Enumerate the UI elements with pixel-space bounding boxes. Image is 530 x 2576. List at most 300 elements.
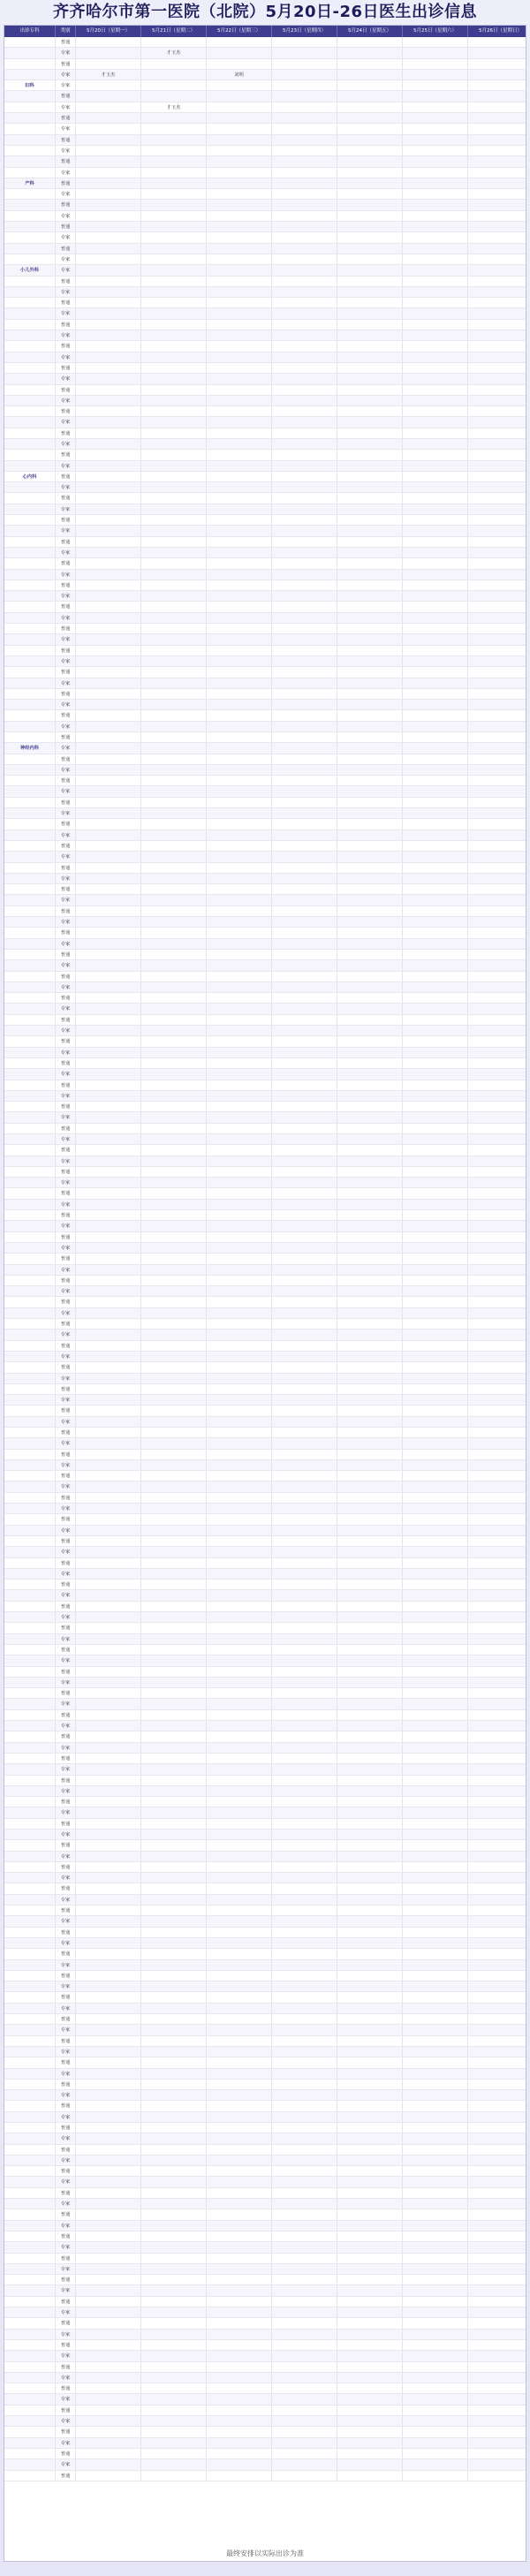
dept-cell xyxy=(4,1547,56,1557)
doctor-cell xyxy=(403,1004,468,1013)
doctor-cell xyxy=(468,1341,526,1351)
doctor-cell xyxy=(141,2231,207,2241)
table-row xyxy=(4,722,526,732)
doctor-cell xyxy=(207,113,272,123)
dept-cell xyxy=(4,1526,56,1535)
doctor-cell xyxy=(141,1688,207,1698)
doctor-cell xyxy=(272,2004,337,2013)
doctor-cell xyxy=(272,1710,337,1720)
dept-cell xyxy=(4,374,56,383)
doctor-cell xyxy=(207,385,272,395)
doctor-cell xyxy=(272,776,337,785)
type-cell: 专家 xyxy=(56,146,76,155)
doctor-cell xyxy=(337,2025,403,2034)
table-row xyxy=(4,993,526,1004)
doctor-cell xyxy=(207,2047,272,2057)
doctor-cell xyxy=(272,646,337,655)
dept-cell xyxy=(4,102,56,112)
doctor-cell xyxy=(337,396,403,405)
doctor-cell xyxy=(76,1481,141,1491)
doctor-cell xyxy=(141,1004,207,1013)
doctor-cell xyxy=(403,1883,468,1893)
table-row xyxy=(4,1004,526,1014)
dept-cell xyxy=(4,1405,56,1415)
type-cell: 专家 xyxy=(56,2394,76,2404)
doctor-cell xyxy=(468,1134,526,1144)
doctor-cell xyxy=(141,156,207,166)
type-cell: 专家 xyxy=(56,722,76,731)
doctor-cell xyxy=(272,754,337,764)
doctor-cell xyxy=(141,1916,207,1926)
type-cell: 专家 xyxy=(56,1721,76,1731)
doctor-cell xyxy=(76,863,141,873)
doctor-cell xyxy=(403,972,468,981)
doctor-cell xyxy=(76,2221,141,2231)
doctor-cell xyxy=(272,1405,337,1415)
doctor-cell xyxy=(272,1036,337,1046)
doctor-cell xyxy=(403,776,468,785)
doctor-cell xyxy=(207,2221,272,2231)
type-cell: 普通 xyxy=(56,298,76,307)
doctor-cell xyxy=(76,1069,141,1079)
doctor-cell xyxy=(468,722,526,731)
doctor-cell xyxy=(76,2004,141,2013)
table-row xyxy=(4,1786,526,1797)
table-row xyxy=(4,2057,526,2068)
doctor-cell xyxy=(207,1134,272,1144)
doctor-cell xyxy=(468,2209,526,2219)
doctor-cell xyxy=(76,80,141,90)
doctor-cell xyxy=(141,2080,207,2089)
dept-cell xyxy=(4,482,56,492)
doctor-cell xyxy=(403,482,468,492)
doctor-cell xyxy=(207,656,272,666)
doctor-cell xyxy=(141,428,207,438)
doctor-cell xyxy=(337,591,403,601)
doctor-cell xyxy=(141,2057,207,2067)
table-row xyxy=(4,646,526,656)
doctor-cell xyxy=(76,1080,141,1090)
type-cell: 普通 xyxy=(56,1667,76,1677)
doctor-cell xyxy=(468,1981,526,1991)
dept-cell xyxy=(4,1124,56,1133)
doctor-cell xyxy=(272,722,337,731)
table-row xyxy=(4,2307,526,2318)
doctor-cell xyxy=(468,70,526,80)
doctor-cell xyxy=(207,700,272,709)
type-cell: 专家 xyxy=(56,2307,76,2317)
doctor-cell xyxy=(76,1699,141,1708)
doctor-cell xyxy=(207,1873,272,1883)
dept-cell xyxy=(4,330,56,340)
doctor-cell xyxy=(207,1243,272,1253)
doctor-cell xyxy=(337,2318,403,2328)
doctor-cell xyxy=(403,178,468,188)
dept-cell xyxy=(4,504,56,514)
doctor-cell xyxy=(141,1036,207,1046)
doctor-cell xyxy=(468,2427,526,2436)
doctor-cell xyxy=(272,2438,337,2448)
dept-cell xyxy=(4,2242,56,2252)
type-cell: 专家 xyxy=(56,2330,76,2339)
doctor-cell xyxy=(141,1764,207,1774)
doctor-cell xyxy=(207,667,272,677)
table-row xyxy=(4,1374,526,1384)
dept-cell xyxy=(4,2231,56,2241)
doctor-cell xyxy=(272,1026,337,1035)
type-cell: 普通 xyxy=(56,1036,76,1046)
table-row xyxy=(4,678,526,689)
doctor-cell xyxy=(141,765,207,775)
type-cell: 专家 xyxy=(56,852,76,861)
doctor-cell xyxy=(468,385,526,395)
doctor-cell xyxy=(76,1460,141,1470)
dept-cell xyxy=(4,1819,56,1829)
doctor-cell xyxy=(141,776,207,785)
doctor-cell xyxy=(141,1731,207,1741)
doctor-cell xyxy=(76,1612,141,1622)
table-row xyxy=(4,298,526,308)
doctor-cell xyxy=(76,548,141,557)
doctor-cell xyxy=(76,1493,141,1503)
type-cell: 专家 xyxy=(56,1590,76,1600)
type-cell: 专家 xyxy=(56,1221,76,1231)
table-row xyxy=(4,1167,526,1178)
doctor-cell xyxy=(337,1895,403,1905)
doctor-cell xyxy=(272,570,337,580)
doctor-cell xyxy=(207,2318,272,2328)
dept-cell xyxy=(4,428,56,438)
type-cell: 专家 xyxy=(56,2416,76,2426)
doctor-cell xyxy=(76,1330,141,1339)
doctor-cell xyxy=(76,1254,141,1263)
table-row xyxy=(4,385,526,396)
doctor-cell xyxy=(403,493,468,503)
dept-cell xyxy=(4,1200,56,1209)
type-cell: 普通 xyxy=(56,515,76,525)
table-row xyxy=(4,2449,526,2459)
doctor-cell xyxy=(76,2166,141,2176)
doctor-cell xyxy=(207,548,272,557)
doctor-cell xyxy=(468,1819,526,1829)
table-row xyxy=(4,1526,526,1536)
doctor-cell xyxy=(468,2090,526,2100)
doctor-cell xyxy=(272,146,337,155)
doctor-cell xyxy=(403,146,468,155)
doctor-cell xyxy=(403,244,468,254)
doctor-cell xyxy=(141,70,207,80)
doctor-cell xyxy=(141,222,207,231)
type-cell: 普通 xyxy=(56,1710,76,1720)
doctor-cell xyxy=(337,1721,403,1731)
doctor-cell xyxy=(76,1048,141,1057)
dept-cell xyxy=(4,1612,56,1622)
doctor-cell xyxy=(76,928,141,937)
doctor-cell xyxy=(272,2014,337,2024)
doctor-cell xyxy=(207,461,272,471)
doctor-cell xyxy=(207,244,272,254)
type-cell: 普通 xyxy=(56,1124,76,1133)
doctor-cell xyxy=(403,2330,468,2339)
doctor-cell xyxy=(403,287,468,297)
doctor-cell xyxy=(403,2123,468,2133)
doctor-cell xyxy=(337,1852,403,1861)
doctor-cell xyxy=(337,1036,403,1046)
doctor-cell xyxy=(468,1678,526,1687)
doctor-cell xyxy=(272,1004,337,1013)
doctor-cell xyxy=(207,1840,272,1850)
doctor-cell xyxy=(207,950,272,959)
dept-cell xyxy=(4,2275,56,2284)
doctor-cell xyxy=(76,1308,141,1318)
doctor-cell xyxy=(141,1786,207,1796)
table-row xyxy=(4,656,526,667)
doctor-cell xyxy=(337,80,403,90)
doctor-cell xyxy=(272,200,337,209)
doctor-cell xyxy=(403,472,468,481)
type-cell: 专家 xyxy=(56,2199,76,2209)
table-row xyxy=(4,1590,526,1601)
doctor-cell xyxy=(141,1243,207,1253)
table-row xyxy=(4,2330,526,2340)
type-cell: 普通 xyxy=(56,2123,76,2133)
doctor-cell xyxy=(207,1688,272,1698)
doctor-cell xyxy=(337,515,403,525)
doctor-cell xyxy=(337,2373,403,2383)
type-cell: 专家 xyxy=(56,1438,76,1448)
type-cell: 普通 xyxy=(56,689,76,699)
doctor-cell xyxy=(337,1102,403,1111)
doctor-cell xyxy=(272,993,337,1003)
doctor-cell xyxy=(207,1547,272,1557)
doctor-cell xyxy=(468,1167,526,1177)
type-cell: 专家 xyxy=(56,308,76,318)
doctor-cell xyxy=(207,2264,272,2274)
table-row xyxy=(4,1699,526,1709)
doctor-cell xyxy=(141,277,207,286)
doctor-cell xyxy=(468,374,526,383)
doctor-cell xyxy=(207,504,272,514)
doctor-cell xyxy=(403,1395,468,1405)
doctor-cell xyxy=(272,2459,337,2469)
table-row xyxy=(4,1417,526,1428)
doctor-cell xyxy=(76,2471,141,2481)
doctor-cell xyxy=(468,917,526,927)
dept-cell xyxy=(4,993,56,1003)
doctor-cell xyxy=(141,1319,207,1329)
doctor-cell xyxy=(141,1395,207,1405)
doctor-cell xyxy=(403,1048,468,1057)
doctor-cell xyxy=(272,48,337,57)
doctor-cell xyxy=(207,341,272,351)
doctor-cell xyxy=(403,1188,468,1198)
doctor-cell xyxy=(207,634,272,644)
doctor-cell xyxy=(337,211,403,221)
doctor-cell xyxy=(207,2438,272,2448)
doctor-cell xyxy=(337,765,403,775)
doctor-cell xyxy=(76,2069,141,2079)
doctor-cell xyxy=(403,1776,468,1785)
type-cell: 普通 xyxy=(56,1819,76,1829)
type-cell: 专家 xyxy=(56,1481,76,1491)
doctor-cell xyxy=(272,1623,337,1633)
type-cell: 普通 xyxy=(56,1188,76,1198)
doctor-cell xyxy=(272,472,337,481)
dept-cell xyxy=(4,765,56,775)
doctor-cell xyxy=(76,656,141,666)
doctor-cell xyxy=(468,2057,526,2067)
dept-cell xyxy=(4,515,56,525)
dept-cell xyxy=(4,2004,56,2013)
dept-cell xyxy=(4,1569,56,1579)
doctor-cell xyxy=(468,254,526,264)
doctor-cell xyxy=(272,352,337,362)
doctor-cell xyxy=(76,786,141,796)
doctor-cell xyxy=(403,1819,468,1829)
doctor-cell xyxy=(272,2025,337,2034)
table-row xyxy=(4,1580,526,1590)
type-cell: 普通 xyxy=(56,602,76,611)
doctor-cell xyxy=(468,135,526,145)
table-row xyxy=(4,2231,526,2242)
doctor-cell xyxy=(403,2242,468,2252)
dept-cell xyxy=(4,2188,56,2198)
type-cell: 普通 xyxy=(56,59,76,69)
column-header: 5月22日（星期三） xyxy=(207,26,272,37)
doctor-cell xyxy=(468,1471,526,1481)
doctor-cell xyxy=(337,1905,403,1915)
doctor-cell xyxy=(468,993,526,1003)
doctor-cell xyxy=(337,2047,403,2057)
doctor-cell xyxy=(272,786,337,796)
doctor-cell xyxy=(272,1862,337,1872)
doctor-cell xyxy=(403,113,468,123)
dept-cell xyxy=(4,602,56,611)
doctor-cell xyxy=(76,1102,141,1111)
type-cell: 普通 xyxy=(56,841,76,851)
table-row xyxy=(4,841,526,852)
doctor-cell xyxy=(272,928,337,937)
doctor-cell xyxy=(272,222,337,231)
doctor-cell xyxy=(76,1265,141,1275)
doctor-cell xyxy=(207,1362,272,1372)
doctor-cell xyxy=(207,265,272,275)
doctor-cell xyxy=(403,830,468,840)
doctor-cell xyxy=(76,222,141,231)
doctor-cell xyxy=(272,2275,337,2284)
doctor-cell xyxy=(141,1558,207,1568)
doctor-cell xyxy=(403,406,468,416)
doctor-cell xyxy=(207,48,272,57)
doctor-cell xyxy=(76,113,141,123)
doctor-cell xyxy=(403,1481,468,1491)
doctor-cell xyxy=(207,168,272,178)
dept-cell xyxy=(4,1764,56,1774)
doctor-cell xyxy=(337,363,403,373)
doctor-cell xyxy=(337,1450,403,1459)
table-row xyxy=(4,2090,526,2101)
doctor-cell xyxy=(403,1200,468,1209)
table-row xyxy=(4,1873,526,1883)
doctor-cell xyxy=(403,732,468,742)
doctor-cell xyxy=(468,428,526,438)
doctor-cell xyxy=(468,1200,526,1209)
type-cell: 专家 xyxy=(56,1134,76,1144)
table-row xyxy=(4,2406,526,2416)
doctor-cell xyxy=(141,2373,207,2383)
dept-cell xyxy=(4,1417,56,1427)
doctor-cell xyxy=(468,2394,526,2404)
doctor-cell xyxy=(403,1526,468,1535)
doctor-cell xyxy=(403,2438,468,2448)
doctor-cell xyxy=(207,2242,272,2252)
table-row xyxy=(4,808,526,819)
doctor-cell xyxy=(141,135,207,145)
doctor-cell xyxy=(76,450,141,459)
doctor-cell xyxy=(141,80,207,90)
dept-cell xyxy=(4,591,56,601)
dept-cell xyxy=(4,1167,56,1177)
dept-cell xyxy=(4,1156,56,1166)
doctor-cell xyxy=(141,2188,207,2198)
doctor-cell xyxy=(337,135,403,145)
doctor-cell xyxy=(337,786,403,796)
doctor-cell xyxy=(207,2383,272,2393)
doctor-cell xyxy=(141,504,207,514)
doctor-cell xyxy=(141,993,207,1003)
doctor-cell xyxy=(337,2275,403,2284)
type-cell: 专家 xyxy=(56,2264,76,2274)
doctor-cell xyxy=(403,439,468,449)
doctor-cell xyxy=(76,1883,141,1893)
doctor-cell xyxy=(76,2101,141,2110)
type-cell: 专家 xyxy=(56,1547,76,1557)
table-row xyxy=(4,70,526,80)
doctor-cell xyxy=(141,1754,207,1763)
doctor-cell xyxy=(207,1949,272,1959)
doctor-cell xyxy=(337,852,403,861)
doctor-cell xyxy=(272,417,337,427)
dept-cell xyxy=(4,646,56,655)
doctor-cell xyxy=(207,1080,272,1090)
table-row xyxy=(4,884,526,895)
doctor-cell xyxy=(207,1938,272,1948)
table-row xyxy=(4,1949,526,1959)
doctor-cell xyxy=(337,385,403,395)
table-row xyxy=(4,1210,526,1221)
doctor-cell xyxy=(207,2307,272,2317)
dept-cell xyxy=(4,1981,56,1991)
table-row xyxy=(4,200,526,210)
doctor-cell xyxy=(207,2036,272,2046)
doctor-cell xyxy=(141,678,207,688)
doctor-cell xyxy=(337,1776,403,1785)
doctor-cell xyxy=(272,1655,337,1665)
doctor-cell xyxy=(141,1428,207,1437)
doctor-cell xyxy=(403,1992,468,2002)
doctor-cell xyxy=(468,808,526,818)
table-row xyxy=(4,2383,526,2394)
doctor-cell xyxy=(403,1840,468,1850)
type-cell: 普通 xyxy=(56,646,76,655)
footer-note: 最终安排以实际出诊为准 xyxy=(226,2549,304,2557)
doctor-cell xyxy=(337,1178,403,1187)
table-row xyxy=(4,732,526,743)
doctor-cell xyxy=(141,1928,207,1937)
doctor-cell xyxy=(468,2264,526,2274)
doctor-cell xyxy=(337,1862,403,1872)
doctor-cell xyxy=(468,1276,526,1285)
